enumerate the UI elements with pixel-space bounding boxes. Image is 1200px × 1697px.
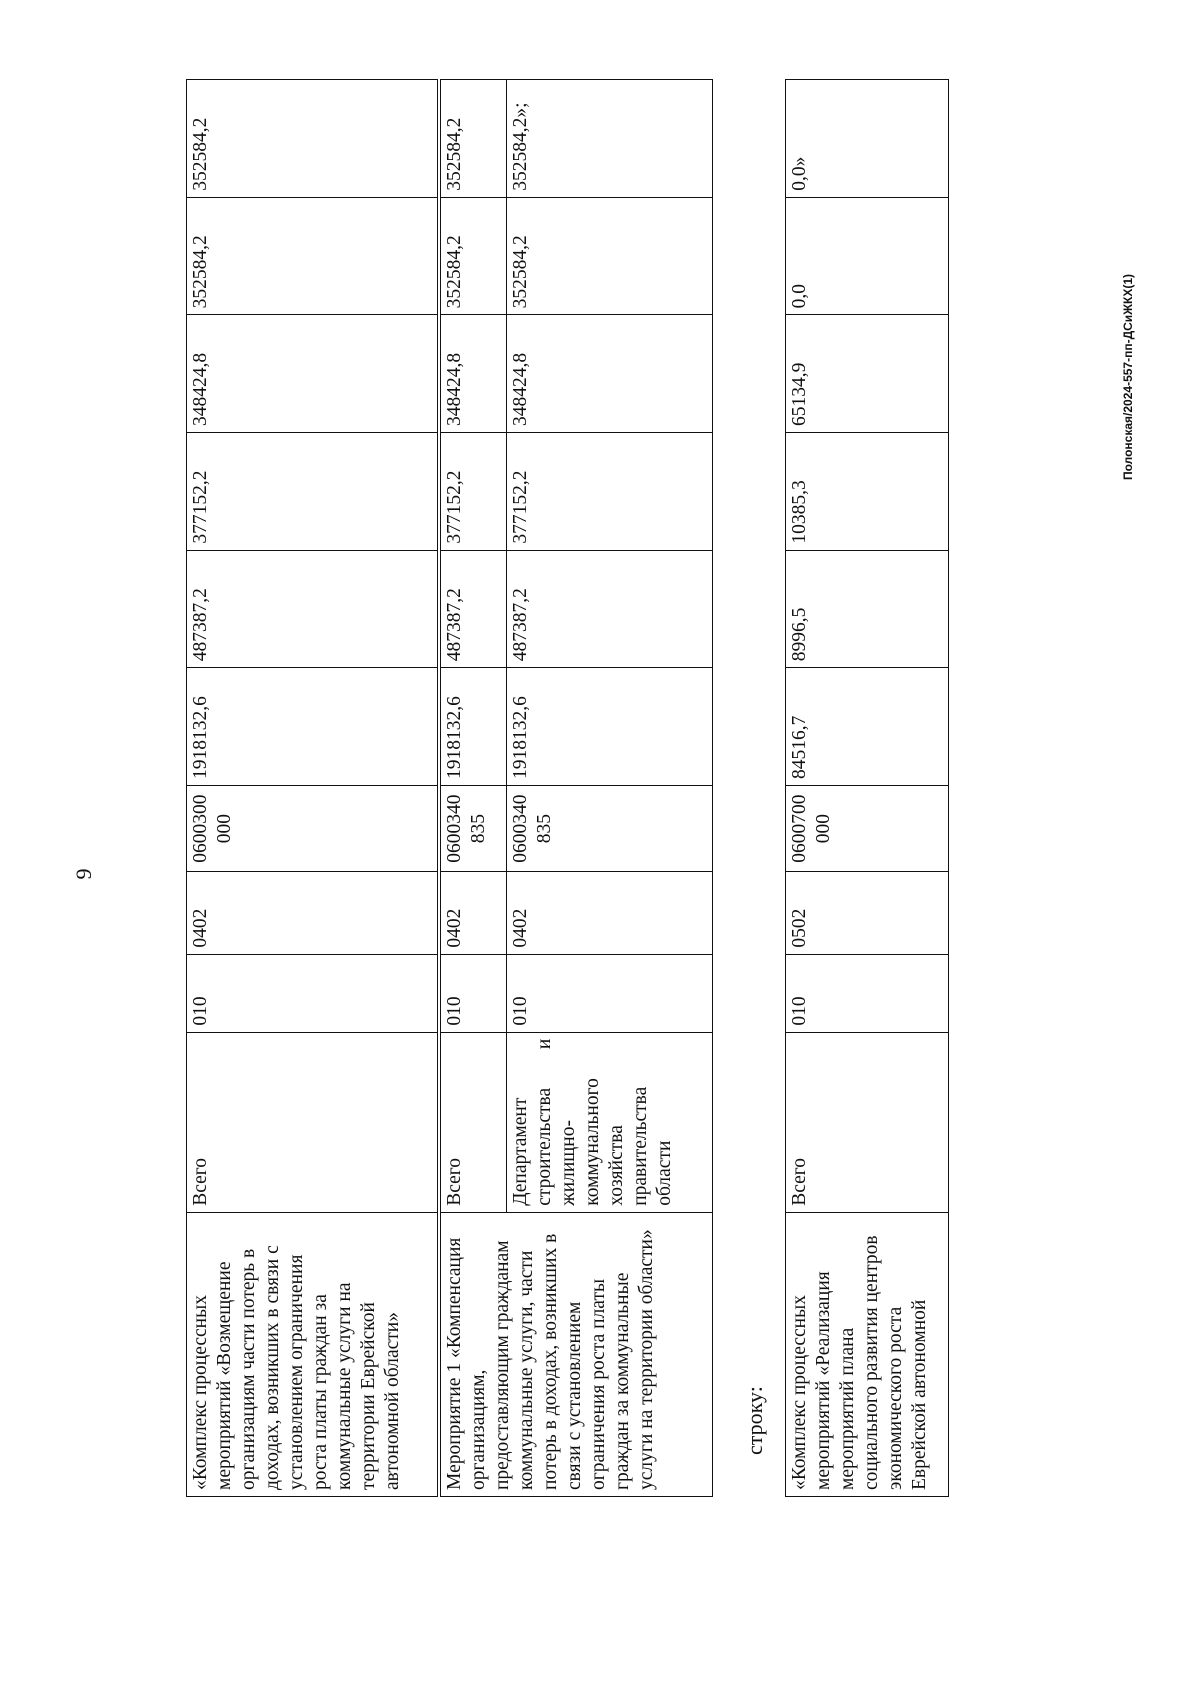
value-year-2: 377152,2 xyxy=(507,433,713,551)
code-target: 0600340 835 xyxy=(439,785,507,871)
value-year-5: 352584,2 xyxy=(187,80,439,198)
row-kind: Всего xyxy=(187,1032,439,1212)
value-year-4: 352584,2 xyxy=(187,197,439,315)
table-row xyxy=(786,80,949,1497)
value-year-3: 348424,8 xyxy=(439,315,507,433)
value-total: 84516,7 xyxy=(786,668,949,786)
code-target: 0600340 835 xyxy=(507,785,713,871)
value-total: 1918132,6 xyxy=(439,668,507,786)
value-year-3: 348424,8 xyxy=(507,315,713,433)
value-year-4: 352584,2 xyxy=(507,197,713,315)
table-1-wrapper xyxy=(186,79,713,1497)
value-year-2: 10385,3 xyxy=(786,433,949,551)
value-year-1: 8996,5 xyxy=(786,550,949,668)
value-year-5: 0,0» xyxy=(786,80,949,198)
value-year-4: 0,0 xyxy=(786,197,949,315)
budget-table-1 xyxy=(186,79,713,1497)
value-year-2: 377152,2 xyxy=(439,433,507,551)
value-year-1: 487387,2 xyxy=(507,550,713,668)
code-section: 0402 xyxy=(439,872,507,954)
footer-code: Полонская/2024-557-пп-ДСиЖКХ(1) xyxy=(1121,273,1135,481)
table-row xyxy=(187,80,439,1497)
value-year-1: 487387,2 xyxy=(187,550,439,668)
row-name: Мероприятие 1 «Компенсация организациям, предоставляющим гражданам коммунальные услуги, части потерь в доходах, возникших в связи с установлением ограничения роста платы граждан за коммунальные услуги на территории области» xyxy=(439,1212,713,1496)
code-section: 0502 xyxy=(786,872,949,954)
value-year-5: 352584,2 xyxy=(439,80,507,198)
row-kind: Всего xyxy=(439,1032,507,1212)
code-grbs: 010 xyxy=(507,954,713,1032)
value-year-2: 377152,2 xyxy=(187,433,439,551)
table-2-wrapper xyxy=(785,79,949,1497)
value-year-5: 352584,2»; xyxy=(507,80,713,198)
page-number: 9 xyxy=(71,868,96,880)
code-target: 0600300 000 xyxy=(187,785,439,871)
row-name: «Комплекс процессных мероприятий «Возмещение организациям части потерь в доходах, возникших в связи с установлением ограничения роста платы граждан за коммунальные услуги на территории Еврейской автономной области» xyxy=(187,1212,439,1496)
value-year-3: 348424,8 xyxy=(187,315,439,433)
code-grbs: 010 xyxy=(439,954,507,1032)
value-year-3: 65134,9 xyxy=(786,315,949,433)
value-year-1: 487387,2 xyxy=(439,550,507,668)
code-grbs: 010 xyxy=(786,954,949,1032)
row-kind: Всего xyxy=(786,1032,949,1212)
label-stroku: строку: xyxy=(742,1386,767,1455)
code-grbs: 010 xyxy=(187,954,439,1032)
row-name: «Комплекс процессных мероприятий «Реализация мероприятий плана социального развития центров экономического роста Еврейской автономной xyxy=(786,1212,949,1496)
code-target: 0600700 000 xyxy=(786,785,949,871)
code-section: 0402 xyxy=(187,872,439,954)
code-section: 0402 xyxy=(507,872,713,954)
row-kind: Департамент строительства и жилищно-коммунального хозяйства правительства области xyxy=(507,1032,713,1212)
budget-table-2 xyxy=(785,79,949,1497)
value-year-4: 352584,2 xyxy=(439,197,507,315)
table-row xyxy=(439,80,507,1497)
value-total: 1918132,6 xyxy=(187,668,439,786)
value-total: 1918132,6 xyxy=(507,668,713,786)
